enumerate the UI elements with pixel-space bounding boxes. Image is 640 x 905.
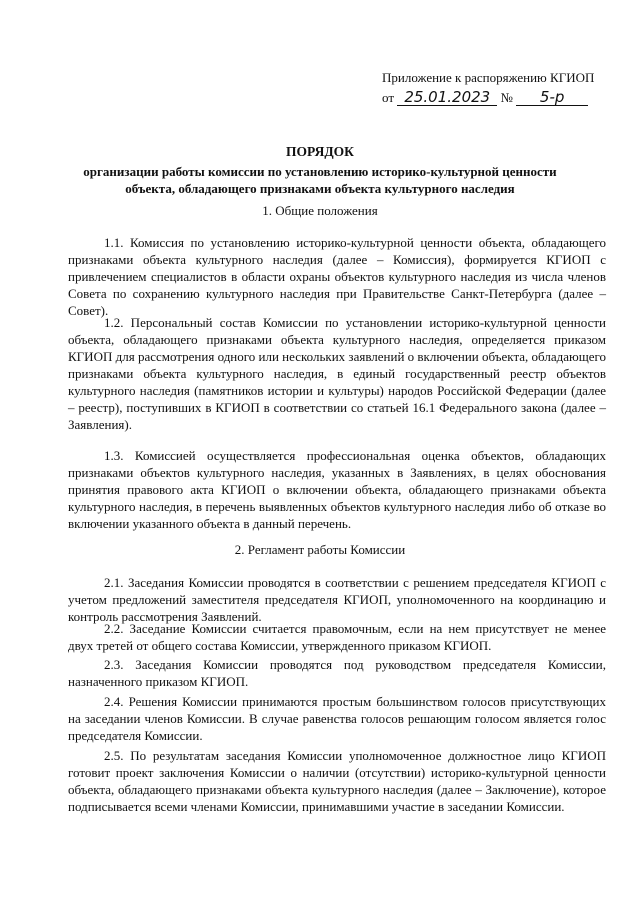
decree-date: 25.01.2023 bbox=[397, 90, 497, 106]
paragraph-1-1: 1.1. Комиссия по установлению историко-культурной ценности объекта, обладающего признаками объекта культурного наследия (далее – Комиссия), формируется КГИОП с привлечением специалистов в области охраны объектов культурного наследия из числа членов Совета по сохранению культурного наследия при Правительстве Санкт-Петербурга (далее – Совет). bbox=[68, 235, 606, 318]
from-label: от bbox=[382, 90, 395, 105]
paragraph-2-1: 2.1. Заседания Комиссии проводятся в соответствии с решением председателя КГИОП с учетом предложений заместителя председателя КГИОП, уполномоченного на координацию и контроль рассмотрения Заявлений. bbox=[68, 575, 606, 624]
document-subtitle: организации работы комиссии по установлению историко-культурной ценности объекта, обладающего признаками объекта культурного наследия bbox=[83, 164, 557, 196]
appendix-label: Приложение к распоряжению КГИОП bbox=[382, 70, 595, 85]
section-heading-2: 2. Регламент работы Комиссии bbox=[234, 542, 406, 557]
document-title: ПОРЯДОК bbox=[286, 144, 354, 159]
paragraph-2-4: 2.4. Решения Комиссии принимаются простым большинством голосов присутствующих на заседании членов Комиссии. В случае равенства голосов решающим голосом является голос председателя Комиссии. bbox=[68, 694, 606, 743]
paragraph-2-3: 2.3. Заседания Комиссии проводятся под руководством председателя Комиссии, назначенного приказом КГИОП. bbox=[68, 657, 606, 689]
section-heading-1: 1. Общие положения bbox=[262, 203, 378, 218]
decree-number: 5-р bbox=[516, 90, 588, 106]
paragraph-2-5: 2.5. По результатам заседания Комиссии уполномоченное должностное лицо КГИОП готовит проект заключения Комиссии о наличии (отсутствии) историко-культурной ценности объекта, обладающего признаками объекта культурного наследия (далее – Заключение), которое подписывается всеми членами Комиссии, принимавшими участие в заседании Комиссии. bbox=[68, 748, 606, 814]
paragraph-1-3: 1.3. Комиссией осуществляется профессиональная оценка объектов, обладающих признаками объектов культурного наследия, указанных в Заявлениях, в целях обоснования принятия правового акта КГИОП о включении объекта, обладающего признаками объекта культурного наследия, в перечень выявленных объектов культурного наследия либо об отказе во включении указанного объекта в данный перечень. bbox=[68, 448, 606, 531]
appendix-header bbox=[382, 70, 594, 106]
paragraph-1-2: 1.2. Персональный состав Комиссии по установлении историко-культурной ценности объекта, обладающего признаками объекта культурного наследия, определяется приказом КГИОП для рассмотрения одного или нескольких заявлений о включении объекта, обладающего признаками объекта культурного наследия, в единый государственный реестр объектов культурного наследия (памятников истории и культуры) народов Российской Федерации (далее – реестр), поступивших в КГИОП в соответствии со статьей 16.1 Федерального закона (далее – Заявления). bbox=[68, 315, 606, 432]
number-label: № bbox=[500, 90, 513, 105]
decree-reference bbox=[382, 90, 594, 106]
paragraph-2-2: 2.2. Заседание Комиссии считается правомочным, если на нем присутствует не менее двух третей от общего состава Комиссии, утвержденного приказом КГИОП. bbox=[68, 621, 606, 653]
